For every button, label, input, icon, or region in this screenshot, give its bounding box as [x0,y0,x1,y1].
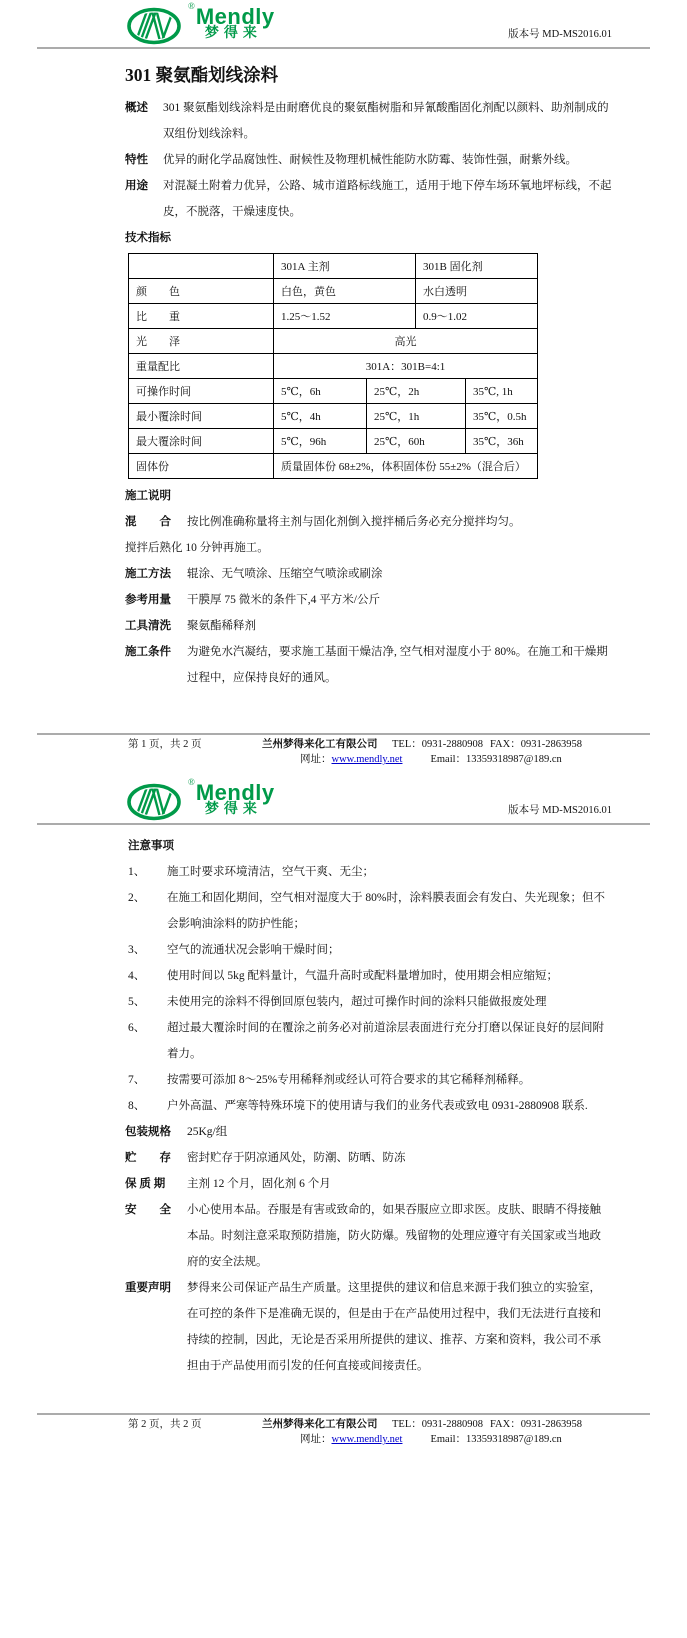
footer-tel: TEL：0931-2880908 [392,1419,483,1430]
row-text: 聚氨酯稀释剂 [187,620,256,632]
registered-mark: ® [188,1,195,11]
spec-label: 比 重 [129,304,274,329]
notice-item [128,963,612,989]
company-logo [126,1,275,45]
spec-cell: 白色，黄色 [274,279,416,304]
spec-cell: 5℃，6h [274,379,367,404]
table-row [129,279,538,304]
company-name: 兰州梦得来化工有限公司 [262,1419,378,1430]
spec-cell: 0.9～1.02 [416,304,538,329]
page-number: 第 1 页，共 2 页 [128,739,202,750]
notice-item [128,1015,612,1067]
notice-item [128,989,612,1015]
notice-number: 7、 [128,1074,146,1086]
row-label: 参考用量 [125,594,171,606]
spec-cell: 25℃，60h [367,429,466,454]
footer-email: Email：13359318987@189.cn [430,1434,562,1445]
spec-cell: 25℃，1h [367,404,466,429]
notice-number: 5、 [128,996,146,1008]
spec-cell: 25℃，2h [367,379,466,404]
construction-note: 搅拌后熟化 10 分钟再施工。 [125,542,269,554]
row-text: 辊涂、无气喷涂、压缩空气喷涂或刷涂 [187,568,383,580]
notice-item [128,859,612,885]
table-row [129,304,538,329]
notice-title: 注意事项 [128,840,174,852]
product-title: 301 聚氨酯划线涂料 [125,65,279,85]
section-label: 特性 [125,154,148,166]
table-row [129,329,538,354]
logo-wordmark [195,780,275,818]
website-link[interactable]: www.mendly.net [331,1434,403,1445]
brand-name-chinese: 梦得来 [204,26,262,41]
row-text: 25Kg/组 [187,1126,228,1138]
construction-row-dosage [125,587,612,613]
brand-name-chinese: 梦得来 [204,802,262,817]
spec-cell: 质量固体份 68±2%，体积固体份 55±2%（混合后） [274,454,538,479]
row-text: 按比例准确称量将主剂与固化剂倒入搅拌桶后务必充分搅拌均匀。 [187,516,521,528]
spec-cell [129,254,274,279]
info-row-safety [125,1197,612,1275]
row-text: 干膜厚 75 微米的条件下,4 平方米/公斤 [187,594,380,606]
page-number: 第 2 页，共 2 页 [128,1419,202,1430]
footer-line-1 [37,1417,650,1432]
spec-cell: 5℃，96h [274,429,367,454]
notice-text: 使用时间以 5kg 配料量计，气温升高时或配料量增加时，使用期会相应缩短； [167,970,558,982]
footer-fax: FAX：0931-2863958 [490,739,582,750]
notice-item [128,1093,612,1119]
notice-number: 2、 [128,892,146,904]
logo-wordmark [195,4,275,42]
section-text: 301 聚氨酯划线涂料是由耐磨优良的聚氨酯树脂和异氰酸酯固化剂配以颜料、助剂制成的双组份划线涂料。 [163,102,609,140]
page1-content [0,95,687,691]
table-row [129,429,538,454]
spec-label: 固体份 [129,454,274,479]
table-row [129,354,538,379]
notice-item [128,1067,612,1093]
row-label: 保 质 期 [125,1178,166,1190]
page2-content [0,833,687,1379]
notice-number: 6、 [128,1022,146,1034]
footer-email: Email：13359318987@189.cn [430,754,562,765]
footer-line-1 [37,737,650,752]
spec-cell: 35℃，0.5h [466,404,538,429]
construction-row-mixing [125,509,612,535]
spec-header-301a: 301A 主剂 [274,254,416,279]
notice-text: 空气的流通状况会影响干燥时间； [167,944,340,956]
section-label: 概述 [125,102,148,114]
row-label: 施工方法 [125,568,171,580]
section-features [125,147,612,173]
notice-number: 1、 [128,866,146,878]
table-row [129,254,538,279]
page1-header [0,0,687,47]
section-text: 对混凝土附着力优异，公路、城市道路标线施工，适用于地下停车场环氧地坪标线，不起皮，不脱落，干燥速度快。 [163,180,612,218]
spec-label: 可操作时间 [129,379,274,404]
spec-cell: 1.25～1.52 [274,304,416,329]
row-text: 梦得来公司保证产品生产质量。这里提供的建议和信息来源于我们独立的实验室，在可控的条件下是准确无误的，但是由于在产品使用过程中，我们无法进行直接和持续的控制，因此，无论是否采用所提供的建议、推荐、方案和资料，我公司不承担由于产品使用而引发的任何直接或间接责任。 [187,1282,601,1372]
mendly-logo-icon [126,781,188,821]
spec-table-title: 技术指标 [125,232,171,244]
notice-text: 户外高温、严寒等特殊环境下的使用请与我们的业务代表或致电 0931-2880908 联系. [167,1100,588,1112]
row-label: 安 全 [125,1204,171,1216]
notice-number: 8、 [128,1100,146,1112]
section-label: 用途 [125,180,148,192]
notice-text: 按需要可添加 8～25%专用稀释剂或经认可符合要求的其它稀释剂稀释。 [167,1074,531,1086]
construction-title: 施工说明 [125,490,171,502]
footer-line-2 [37,1432,650,1447]
spec-label: 光 泽 [129,329,274,354]
info-row-storage [125,1145,612,1171]
notice-item [128,937,612,963]
info-row-shelf-life [125,1171,612,1197]
spec-label: 重量配比 [129,354,274,379]
registered-mark: ® [188,777,195,787]
spec-cell: 高光 [274,329,538,354]
page1-footer [0,733,687,767]
spec-label: 最小覆涂时间 [129,404,274,429]
row-label: 工具清洗 [125,620,171,632]
table-row [129,454,538,479]
mendly-logo-icon [126,5,188,45]
row-label: 混 合 [125,516,171,528]
row-label: 贮 存 [125,1152,171,1164]
notice-number: 3、 [128,944,146,956]
brand-name: Mendly [195,4,275,29]
notice-text: 未使用完的涂料不得倒回原包装内，超过可操作时间的涂料只能做报废处理 [167,996,547,1008]
footer-fax: FAX：0931-2863958 [490,1419,582,1430]
footer-tel: TEL：0931-2880908 [392,739,483,750]
spec-label: 最大覆涂时间 [129,429,274,454]
row-label: 施工条件 [125,646,171,658]
info-row-disclaimer [125,1275,612,1379]
notice-item [128,885,612,937]
construction-row-cleaning [125,613,612,639]
footer-web-label: 网址： [300,754,332,765]
row-text: 为避免水汽凝结，要求施工基面干燥洁净, 空气相对湿度小于 80%。在施工和干燥期过程中，应保持良好的通风。 [187,646,608,684]
footer-line-2 [37,752,650,767]
notice-number: 4、 [128,970,146,982]
notice-text: 施工时要求环境清洁，空气干爽、无尘； [167,866,374,878]
page2-header-divider [37,823,650,825]
version-label: 版本号 MD-MS2016.01 [508,805,612,816]
row-text: 小心使用本品。吞服是有害或致命的，如果吞服应立即求医。皮肤、眼睛不得接触本品。时刻注意采取预防措施，防火防爆。残留物的处理应遵守有关国家或当地政府的安全法规。 [187,1204,601,1268]
spec-cell: 301A：301B=4:1 [274,354,538,379]
spec-cell: 5℃，4h [274,404,367,429]
footer-web-label: 网址： [300,1434,332,1445]
version-label: 版本号 MD-MS2016.01 [508,29,612,40]
page2-footer [0,1413,687,1447]
website-link[interactable]: www.mendly.net [331,754,403,765]
info-row-packaging [125,1119,612,1145]
row-label: 重要声明 [125,1282,171,1294]
spec-cell: 35℃, 1h [466,379,538,404]
construction-row-method [125,561,612,587]
table-row [129,404,538,429]
spec-header-301b: 301B 固化剂 [416,254,538,279]
company-logo [126,777,275,821]
spec-table [128,253,538,479]
header-divider [37,47,650,49]
spec-cell: 水白透明 [416,279,538,304]
spec-cell: 35℃，36h [466,429,538,454]
page2-header [0,767,687,823]
table-row [129,379,538,404]
section-text: 优异的耐化学品腐蚀性、耐候性及物理机械性能防水防霉、装饰性强，耐紫外线。 [163,154,577,166]
brand-name: Mendly [195,780,275,805]
row-text: 主剂 12 个月，固化剂 6 个月 [187,1178,331,1190]
row-label: 包装规格 [125,1126,171,1138]
construction-row-conditions [125,639,612,691]
notice-text: 在施工和固化期间，空气相对湿度大于 80%时，涂料膜表面会有发白、失光现象；但不会影响油涂料的防护性能； [167,892,605,930]
row-text: 密封贮存于阴凉通风处，防潮、防晒、防冻 [187,1152,406,1164]
section-overview [125,95,612,147]
section-usage [125,173,612,225]
spec-label: 颜 色 [129,279,274,304]
notice-text: 超过最大覆涂时间的在覆涂之前务必对前道涂层表面进行充分打磨以保证良好的层间附着力。 [167,1022,604,1060]
company-name: 兰州梦得来化工有限公司 [262,739,378,750]
